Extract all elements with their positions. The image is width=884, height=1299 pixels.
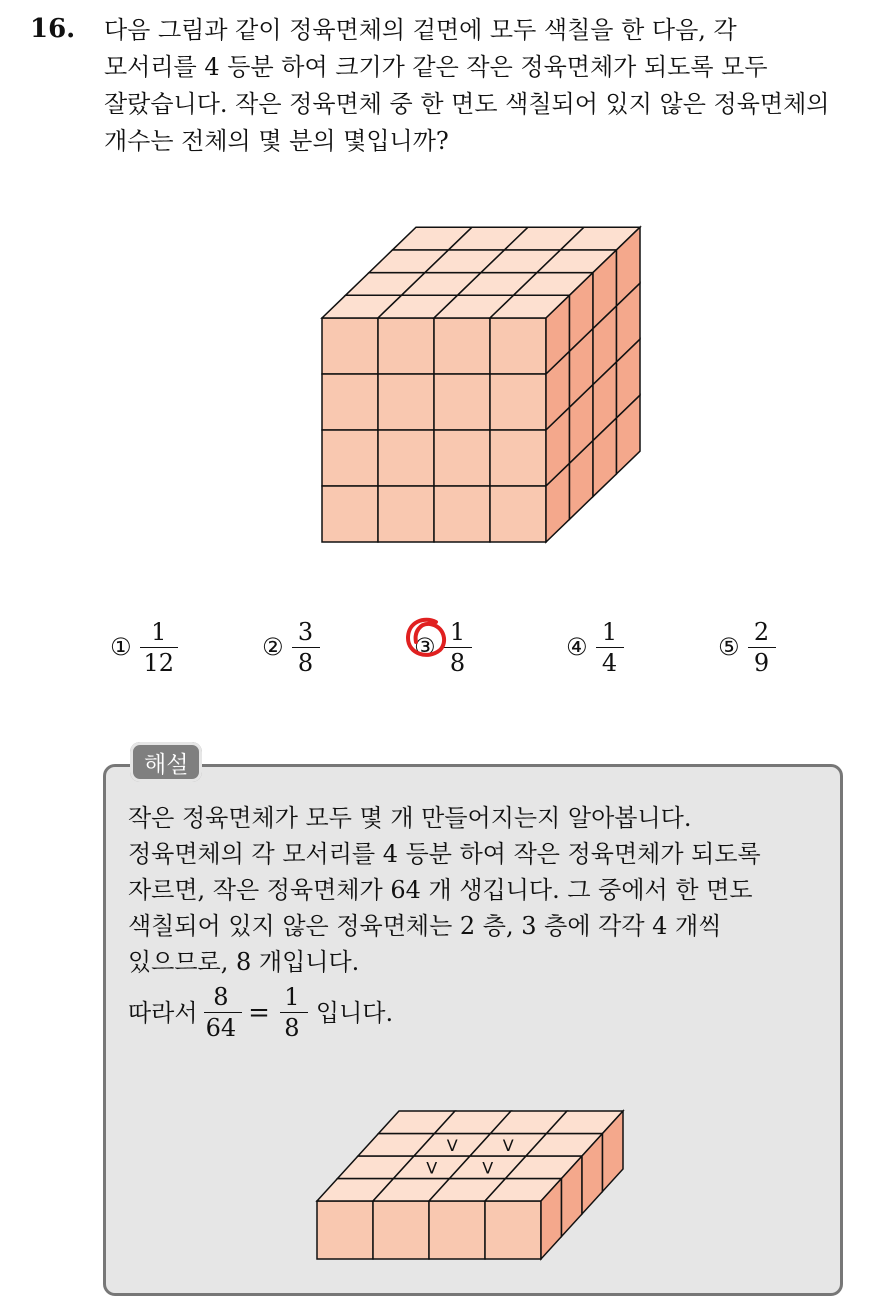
question-line: 모서리를 4 등분 하여 크기가 같은 작은 정육면체가 되도록 모두: [104, 53, 768, 81]
conclusion-suffix: 입니다.: [315, 998, 394, 1027]
question-line: 잘랐습니다. 작은 정육면체 중 한 면도 색칠되어 있지 않은 정육면체의: [104, 90, 830, 118]
explanation-line: 작은 정육면체가 모두 몇 개 만들어지는지 알아봅니다.: [128, 804, 692, 832]
explanation-line: 정육면체의 각 모서리를 4 등분 하여 작은 정육면체가 되도록: [128, 840, 761, 868]
conclusion-prefix: 따라서: [128, 998, 198, 1027]
choice-2[interactable]: [262, 612, 318, 682]
explanation-tag: 해설: [130, 742, 202, 782]
fraction-bar: [280, 1012, 308, 1013]
question-line: 다음 그림과 같이 정육면체의 겉면에 모두 색칠을 한 다음, 각: [104, 16, 737, 44]
numerator: 8: [213, 983, 229, 1011]
fraction-bar: [292, 647, 320, 648]
choice-number: ④: [566, 633, 588, 661]
choice-fraction: [294, 619, 318, 676]
front-face-cell: [434, 430, 490, 486]
equals-sign: =: [248, 997, 270, 1028]
choice-number: ②: [262, 633, 284, 661]
denominator: 9: [753, 648, 770, 677]
choice-number: ①: [110, 633, 132, 661]
circle-mark-stroke: [408, 620, 444, 655]
layer-front-cell: [373, 1201, 429, 1259]
fraction-8-64: [204, 984, 239, 1041]
numerator: 2: [753, 617, 770, 646]
front-face-cell: [490, 318, 546, 374]
explanation-line: 있으므로, 8 개입니다.: [128, 948, 360, 976]
denominator: 8: [449, 648, 466, 677]
front-face-cell: [322, 430, 378, 486]
front-face-cell: [490, 486, 546, 542]
choice-1[interactable]: [110, 612, 176, 682]
numerator: 1: [449, 617, 466, 646]
numerator: 1: [151, 617, 167, 646]
fraction-bar: [204, 1012, 243, 1013]
denominator: 12: [143, 648, 175, 677]
numerator: 1: [601, 617, 618, 646]
check-mark: V: [426, 1158, 438, 1178]
front-face-cell: [378, 430, 434, 486]
explanation-text: [128, 800, 820, 1041]
explanation-line: 색칠되어 있지 않은 정육면체는 2 층, 3 층에 각각 4 개씩: [128, 912, 722, 940]
choice-number: ③: [414, 633, 436, 661]
layer-front-cell: [317, 1201, 373, 1259]
front-face-cell: [434, 318, 490, 374]
fraction-bar: [748, 647, 776, 648]
choice-fraction: [598, 619, 622, 676]
front-face-cell: [434, 374, 490, 430]
fraction-1-8: [280, 984, 304, 1041]
numerator: 1: [284, 983, 300, 1011]
question-line: 개수는 전체의 몇 분의 몇입니까?: [104, 127, 449, 155]
question-number: 16.: [30, 14, 76, 44]
numerator: 3: [297, 617, 314, 646]
choice-number: ⑤: [718, 633, 740, 661]
front-face-cell: [378, 486, 434, 542]
check-mark: V: [482, 1158, 494, 1178]
denominator: 8: [284, 1014, 300, 1042]
explanation-line: 자르면, 작은 정육면체가 64 개 생깁니다. 그 중에서 한 면도: [128, 876, 753, 904]
choice-fraction: [750, 619, 774, 676]
front-face-cell: [434, 486, 490, 542]
front-face-cell: [490, 374, 546, 430]
fraction-bar: [596, 647, 624, 648]
choice-fraction: [142, 619, 177, 676]
front-face-cell: [490, 430, 546, 486]
layer-front-cell: [429, 1201, 485, 1259]
cube-figure: [0, 0, 884, 600]
choice-4[interactable]: [566, 612, 622, 682]
conclusion-line: [128, 984, 820, 1041]
check-mark: V: [446, 1135, 458, 1155]
denominator: 8: [297, 648, 314, 677]
denominator: 4: [601, 648, 618, 677]
front-face-cell: [378, 318, 434, 374]
denominator: 64: [205, 1014, 237, 1042]
front-face-cell: [322, 486, 378, 542]
answer-circle-mark: [402, 614, 450, 662]
front-face-cell: [322, 374, 378, 430]
front-face-cell: [378, 374, 434, 430]
layer-front-cell: [485, 1201, 541, 1259]
fraction-bar: [140, 647, 179, 648]
check-mark: V: [502, 1135, 514, 1155]
front-face-cell: [322, 318, 378, 374]
choice-5[interactable]: [718, 612, 774, 682]
